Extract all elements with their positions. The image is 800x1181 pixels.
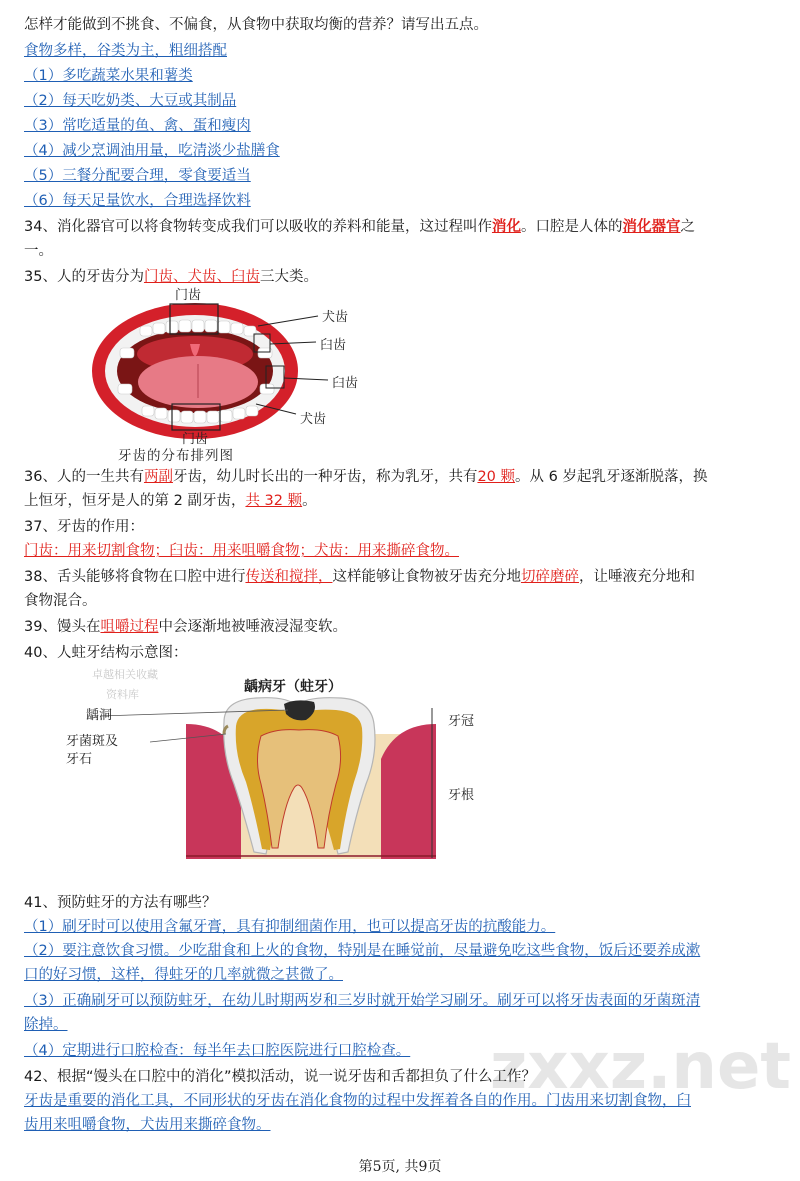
- q35-line: 35、人的牙齿分为门齿、犬齿、臼齿三大类。: [24, 269, 318, 285]
- q33-answer-line: （1）多吃蔬菜水果和薯类: [24, 68, 193, 84]
- teeth-label-canine-bottom: 犬齿: [300, 412, 327, 427]
- q41-answer-line: （1）刷牙时可以使用含氟牙膏，具有抑制细菌作用，也可以提高牙齿的抗酸能力。: [24, 919, 556, 935]
- q41-answer-line: 除掉。: [24, 1017, 68, 1033]
- teeth-label-molar-bottom: 臼齿: [332, 376, 359, 391]
- q38-line: 38、舌头能够将食物在口腔中进行传送和搅拌，这样能够让食物被牙齿充分地切碎磨碎，让唾液充分地和: [24, 569, 695, 585]
- teeth-figure-caption: 牙齿的分布排列图: [118, 448, 234, 464]
- q37-answer: 门齿：用来切割食物；臼齿：用来咀嚼食物；犬齿：用来撕碎食物。: [24, 543, 459, 559]
- q41-answer-line: （4）定期进行口腔检查：每半年去口腔医院进行口腔检查。: [24, 1043, 411, 1059]
- q34-line-2: 一。: [24, 243, 53, 259]
- q41-answer-line: （3）正确刷牙可以预防蛀牙，在幼儿时期两岁和三岁时就开始学习刷牙。刷牙可以将牙齿表面的牙菌斑清: [24, 993, 701, 1009]
- q37-question: 37、牙齿的作用：: [24, 519, 144, 535]
- q34-line: 34、消化器官可以将食物转变成我们可以吸收的养料和能量，这过程叫作消化。口腔是人体的消化器官之: [24, 219, 695, 235]
- q38-answer-tongue: 传送和搅拌，: [245, 569, 333, 585]
- cavity-tooth-image: [56, 664, 506, 872]
- page-footer: 第5页, 共9页: [358, 1159, 442, 1175]
- q33-answer-line: （5）三餐分配要合理，零食要适当: [24, 168, 251, 184]
- q36-answer-sets: 两副: [143, 469, 173, 485]
- q34-answer-digestion: 消化: [491, 219, 521, 235]
- q38-answer-teeth: 切碎磨碎: [520, 569, 579, 585]
- teeth-label-canine-top: 犬齿: [322, 310, 349, 325]
- q39-answer: 咀嚼过程: [100, 619, 159, 635]
- q36-answer-permanent: 共 32 颗: [245, 493, 303, 509]
- q38-line-2: 食物混合。: [24, 593, 97, 609]
- q40-question: 40、人蛀牙结构示意图：: [24, 645, 188, 661]
- teeth-distribution-figure: [90, 286, 390, 464]
- label-plaque: 牙菌斑及: [66, 734, 119, 749]
- cavity-figure-title: 龋病牙（蛀牙）: [244, 679, 342, 695]
- q33-answer-line: （6）每天足量饮水，合理选择饮料: [24, 193, 251, 209]
- q33-answer-line: （4）减少烹调油用量，吃清淡少盐膳食: [24, 143, 280, 159]
- watermark: zxxz.net: [490, 1030, 791, 1104]
- q36-answer-milk-teeth: 20 颗: [477, 469, 516, 485]
- q34-answer-organ: 消化器官: [622, 219, 681, 235]
- q41-answer-line: （2）要注意饮食习惯。少吃甜食和上火的食物，特别是在睡觉前，尽量避免吃这些食物，饭后还要养成漱: [24, 943, 701, 959]
- q42-question: 42、根据“馒头在口腔中的消化”模拟活动，说一说牙齿和舌都担负了什么工作？: [24, 1069, 536, 1085]
- label-root: 牙根: [448, 788, 475, 803]
- q36-line-2: 上恒牙，恒牙是人的第 2 副牙齿，共 32 颗。: [24, 493, 317, 509]
- label-cavity: 龋洞: [86, 708, 113, 723]
- q33-question: 怎样才能做到不挑食、不偏食，从食物中获取均衡的营养？请写出五点。: [24, 17, 488, 33]
- teeth-label-incisor-top: 门齿: [175, 288, 202, 303]
- q36-line: 36、人的一生共有两副牙齿，幼儿时长出的一种牙齿，称为乳牙，共有20 颗。从 6 岁起乳牙逐渐脱落，换: [24, 469, 708, 485]
- cavity-tooth-figure: [56, 664, 506, 872]
- label-crown: 牙冠: [448, 714, 475, 729]
- q35-answer: 门齿、犬齿、臼齿: [143, 269, 260, 285]
- q41-answer-line: 口的好习惯，这样，得蛀牙的几率就微之甚微了。: [24, 967, 343, 983]
- q42-answer-line: 牙齿是重要的消化工具，不同形状的牙齿在消化食物的过程中发挥着各自的作用。门齿用来切割食物，臼: [24, 1093, 691, 1109]
- q33-answer-line: （3）常吃适量的鱼、禽、蛋和瘦肉: [24, 118, 251, 134]
- q41-question: 41、预防蛀牙的方法有哪些？: [24, 895, 217, 911]
- q39-line: 39、馒头在咀嚼过程中会逐渐地被唾液浸湿变软。: [24, 619, 347, 635]
- q33-answer-line: 食物多样，谷类为主，粗细搭配: [24, 43, 227, 59]
- faint-text: 卓越相关收藏: [92, 668, 158, 681]
- label-tartar: 牙石: [66, 752, 93, 767]
- q33-answer-line: （2）每天吃奶类、大豆或其制品: [24, 93, 237, 109]
- q42-answer-line: 齿用来咀嚼食物，犬齿用来撕碎食物。: [24, 1117, 271, 1133]
- teeth-label-incisor-bottom: 门齿: [182, 432, 209, 447]
- faint-text: 资料库: [106, 688, 139, 701]
- teeth-label-molar-top: 臼齿: [320, 338, 347, 353]
